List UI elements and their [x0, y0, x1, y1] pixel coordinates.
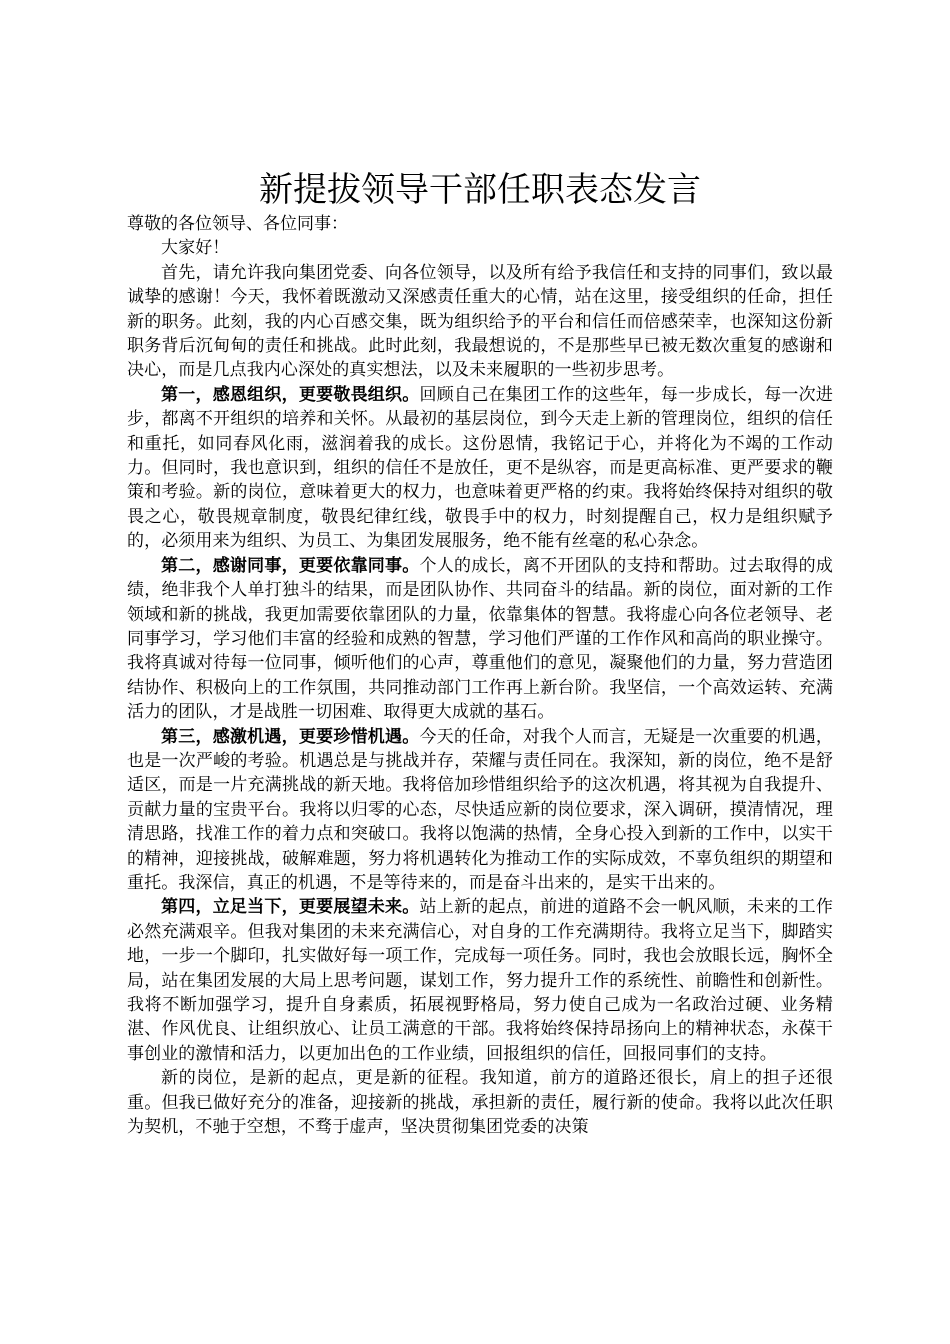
paragraph-closing: [127, 1066, 833, 1139]
paragraph-point-4: [127, 895, 833, 1066]
greeting: 大家好！: [161, 238, 230, 259]
paragraph-point-3: [127, 725, 833, 896]
paragraph-text: 首先，请允许我向集团党委、向各位领导，以及所有给予我信任和支持的同事们，致以最诚挚的感谢！今天，我怀着既激动又深感责任重大的心情，站在这里，接受组织的任命，担任新的职务。此刻，我的内心百感交集，既为组织给予的平台和信任而倍感荣幸，也深知这份新职务背后沉甸甸的责任和挑战。此时此刻，我最想说的，不是那些早已被无数次重复的感谢和决心，而是几点我内心深处的真实想法，以及未来履职的一些初步思考。: [127, 262, 833, 381]
paragraph-text: 回顾自己在集团工作的这些年，每一步成长，每一次进步，都离不开组织的培养和关怀。从最初的基层岗位，到今天走上新的管理岗位，组织的信任和重托，如同春风化雨，滋润着我的成长。这份恩情，我铭记于心，并将化为不竭的工作动力。但同时，我也意识到，组织的信任不是放任，更不是纵容，而是更高标准、更严要求的鞭策和考验。新的岗位，意味着更大的权力，也意味着更严格的约束。我将始终保持对组织的敬畏之心，敬畏规章制度，敬畏纪律红线，敬畏手中的权力，时刻提醒自己，权力是组织赋予的，必须用来为组织、为员工、为集团发展服务，绝不能有丝毫的私心杂念。: [127, 384, 833, 552]
paragraph-lead: 第四，立足当下，更要展望未来。: [161, 897, 420, 918]
paragraph-lead: 第一，感恩组织，更要敬畏组织。: [161, 384, 420, 405]
document-page: [127, 168, 833, 1139]
paragraph-text: 个人的成长，离不开团队的支持和帮助。过去取得的成绩，绝非我个人单打独斗的结果，而是团队协作、共同奋斗的结晶。新的岗位，面对新的工作领域和新的挑战，我更加需要依靠团队的力量，依靠集体的智慧。我将虚心向各位老领导、老同事学习，学习他们丰富的经验和成熟的智慧，学习他们严谨的工作作风和高尚的职业操守。我将真诚对待每一位同事，倾听他们的心声，尊重他们的意见，凝聚他们的力量，努力营造团结协作、积极向上的工作氛围，共同推动部门工作再上新台阶。我坚信，一个高效运转、充满活力的团队，才是战胜一切困难、取得更大成就的基石。: [127, 555, 833, 723]
paragraph-lead: 第三，感激机遇，更要珍惜机遇。: [161, 726, 420, 747]
paragraph-text: 站上新的起点，前进的道路不会一帆风顺，未来的工作必然充满艰辛。但我对集团的未来充满信心，对自身的工作充满期待。我将立足当下，脚踏实地，一步一个脚印，扎实做好每一项工作，完成每一项任务。同时，我也会放眼长远，胸怀全局，站在集团发展的大局上思考问题，谋划工作，努力提升工作的系统性、前瞻性和创新性。我将不断加强学习，提升自身素质，拓展视野格局，努力使自己成为一名政治过硬、业务精湛、作风优良、让组织放心、让员工满意的干部。我将始终保持昂扬向上的精神状态，永葆干事创业的激情和活力，以更加出色的工作业绩，回报组织的信任，回报同事们的支持。: [127, 897, 833, 1064]
document-title: 新提拔领导干部任职表态发言: [259, 170, 701, 210]
paragraph-point-1: [127, 383, 833, 554]
salutation: 尊敬的各位领导、各位同事：: [127, 214, 348, 234]
paragraph-text: 新的岗位，是新的起点，更是新的征程。我知道，前方的道路还很长，肩上的担子还很重。但我已做好充分的准备，迎接新的挑战，承担新的责任，履行新的使命。我将以此次任职为契机，不驰于空想，不骛于虚声，坚决贯彻集团党委的决策: [127, 1068, 833, 1138]
paragraph-point-2: [127, 554, 833, 725]
paragraph-lead: 第二，感谢同事，更要依靠同事。: [161, 555, 420, 576]
paragraph-intro: [127, 261, 833, 383]
paragraph-text: 今天的任命，对我个人而言，无疑是一次重要的机遇，也是一次严峻的考验。机遇总是与挑战并存，荣耀与责任同在。我深知，新的岗位，绝不是舒适区，而是一片充满挑战的新天地。我将倍加珍惜组织给予的这次机遇，将其视为自我提升、贡献力量的宝贵平台。我将以归零的心态，尽快适应新的岗位要求，深入调研，摸清情况，理清思路，找准工作的着力点和突破口。我将以饱满的热情，全身心投入到新的工作中，以实干的精神，迎接挑战，破解难题，努力将机遇转化为推动工作的实际成效，不辜负组织的期望和重托。我深信，真正的机遇，不是等待来的，而是奋斗出来的，是实干出来的。: [127, 726, 833, 893]
